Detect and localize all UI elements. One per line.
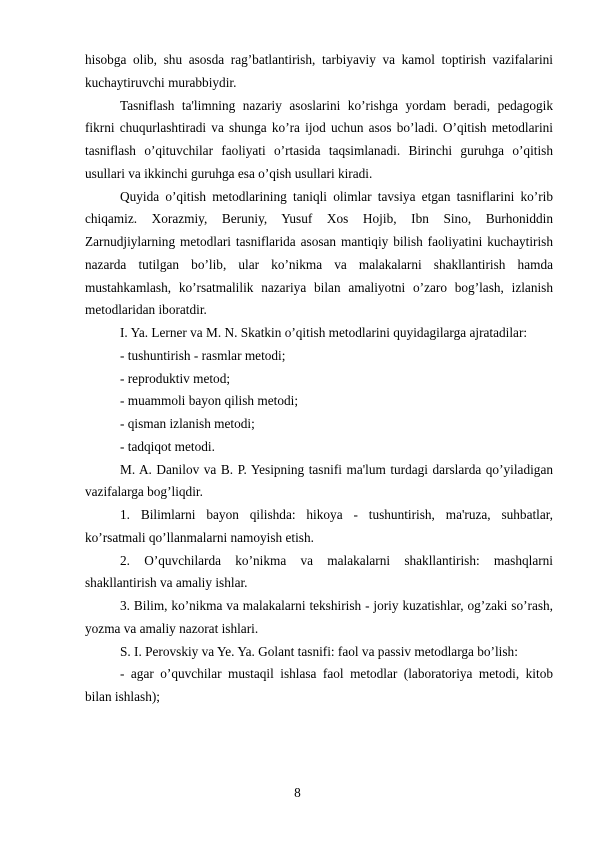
list-item: - qisman izlanish metodi;: [120, 416, 255, 431]
document-body: [85, 49, 553, 709]
paragraph-lerner-skatkin: I. Ya. Lerner va M. N. Skatkin o’qitish metodlarini quyidagilarga ajratadilar:: [120, 325, 528, 340]
paragraph-continuation: hisobga olib, shu asosda rag’batlantirish, tarbiyaviy va kamol toptirish vazifalarini kuchaytiruvchi murabbiydir.: [85, 52, 553, 90]
numbered-item: 3. Bilim, ko’nikma va malakalarni tekshirish - joriy kuzatishlar, og’zaki so’rash, yozma va amaliy nazorat ishlari.: [85, 598, 553, 636]
paragraph-classification-intro: Tasniflash ta'limning nazariy asoslarini ko’rishga yordam beradi, pedagogik fikrni chuqurlashtiradi va shunga ko’ra ijod uchun asos bo’ladi. O’qitish metodlarini tasniflash o’qituvchilar faoliyati o’rtasida taqsimlanadi. Birinchi guruhga o’qitish usullari va ikkinchi guruhga esa o’qish usullari kiradi.: [85, 97, 553, 181]
paragraph-scholars: Quyida o’qitish metodlarining taniqli olimlar tavsiya etgan tasniflarini ko’rib chiqamiz. Xorazmiy, Beruniy, Yusuf Xos Hojib, Ibn Sino, Burhoniddin Zarnudjiylarning metodlari tasniflarida asosan mantiqiy bilish faoliyatini kuchaytirish nazarda tutilgan bo’lib, ular ko’nikma va malakalarni shakllantirish hamda mustahkamlash, ko’rsatmalilik nazariya bilan amaliyotni o’zaro bog’lash, izlanish metodlaridan iboratdir.: [85, 188, 553, 318]
paragraph-perovskiy-golant: S. I. Perovskiy va Ye. Ya. Golant tasnifi: faol va passiv metodlarga bo’lish:: [120, 643, 518, 659]
list-item: - reproduktiv metod;: [120, 370, 231, 386]
numbered-item: 1. Bilimlarni bayon qilishda: hikoya - tushuntirish, ma'ruza, suhbatlar, ko’rsatmali qo’llanmalarni namoyish etish.: [85, 507, 553, 545]
list-item: - muammoli bayon qilish metodi;: [120, 393, 299, 409]
paragraph-danilov-yesipov: M. A. Danilov va B. P. Yesipning tasnifi ma'lum turdagi darslarda qo’yiladigan vazifalarga bog’liqdir.: [85, 461, 553, 500]
list-item: - agar o’quvchilar mustaqil ishlasa faol metodlar (laboratoriya metodi, kitob bilan ishlash);: [85, 666, 553, 704]
list-item: - tushuntirish - rasmlar metodi;: [120, 347, 286, 363]
numbered-item: 2. O’quvchilarda ko’nikma va malakalarni shakllantirish: mashqlarni shakllantirish va amaliy ishlar.: [85, 552, 553, 591]
list-item: - tadqiqot metodi.: [120, 438, 215, 454]
page-number: 8: [294, 785, 301, 800]
